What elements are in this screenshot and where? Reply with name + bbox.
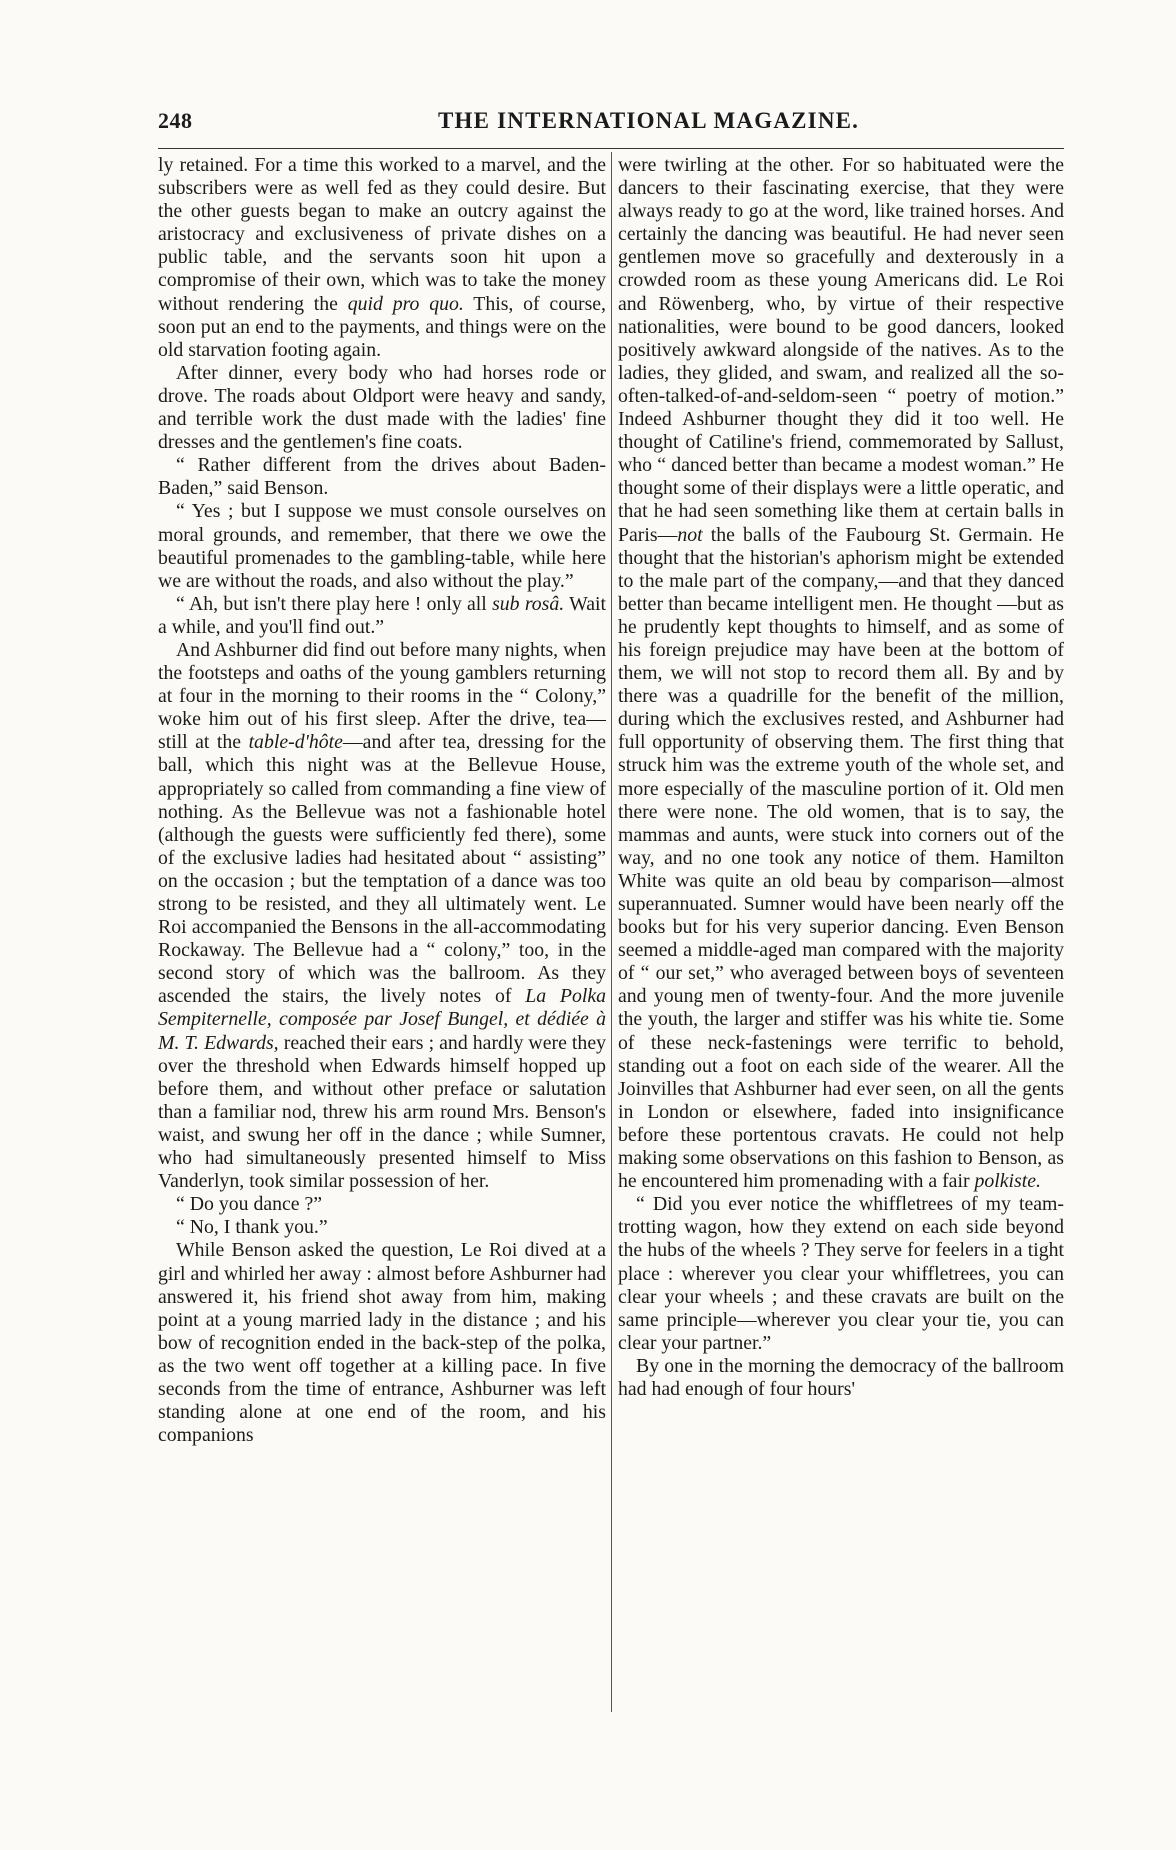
paragraph: “ Do you dance ?”	[176, 1193, 323, 1216]
column-divider	[611, 152, 612, 1712]
paragraph: “ Rather different from the drives about Baden-Baden,” said Benson.	[158, 454, 606, 500]
running-title: THE INTERNATIONAL MAGAZINE.	[438, 108, 860, 133]
paragraph: “ Ah, but isn't there play here ! only all sub rosâ. Wait a while, and you'll find out.”	[158, 592, 606, 638]
page-header	[158, 108, 1064, 149]
page-number: 248	[158, 108, 193, 133]
paragraph: While Benson asked the question, Le Roi dived at a girl and whirled her away : almost before Ashburner had answered it, his friend shot away from him, making point at a young married lady in the distance ; and his bow of recognition ended in the back-step of the polka, as the two went off together at a killing pace. In five seconds from the time of entrance, Ashburner was left standing alone at one end of the room, and his companions	[158, 1239, 606, 1447]
paragraph: After dinner, every body who had horses rode or drove. The roads about Oldport were heavy and sandy, and terrible work the dust made with the ladies' fine dresses and the gentlemen's fine coats.	[158, 361, 606, 454]
paragraph: By one in the morning the democracy of the ballroom had had enough of four hours'	[618, 1354, 1064, 1400]
paragraph: “ No, I thank you.”	[176, 1216, 328, 1239]
paragraph: And Ashburner did find out before many nights, when the footsteps and oaths of the young gamblers returning at four in the morning to their rooms in the “ Colony,” woke him out of his first sleep. After the drive, tea—still at the table-d'hôte—and after tea, dressing for the ball, which this night was at the Bellevue House, appropriately so called from commanding a fine view of nothing. As the Bellevue was not a fashionable hotel (although the guests were sufficiently fed there), some of the exclusive ladies had hesitated about “ assisting” on the occasion ; but the temptation of a dance was too strong to be resisted, and they all ultimately went. Le Roi accompanied the Bensons in the all-accommodating Rockaway. The Bellevue had a “ colony,” too, in the second story of which was the ballroom. As they ascended the stairs, the lively notes of La Polka Sempiternelle, composée par Josef Bungel, et dédiée à M. T. Edwards, reached their ears ; and hardly were they over the threshold when Edwards himself hopped up before them, and without other preface or salutation than a familiar nod, threw his arm round Mrs. Benson's waist, and swung her off in the dance ; while Sumner, who had simultaneously presented himself to Miss Vanderlyn, took similar possession of her.	[158, 638, 606, 1193]
left-column	[158, 154, 606, 1714]
paragraph: were twirling at the other. For so habituated were the dancers to their fascinating exercise, that they were always ready to go at the word, like trained horses. And certainly the dancing was beautiful. He had never seen gentlemen move so gracefully and dexterously in a crowded room as these young Americans did. Le Roi and Röwenberg, who, by virtue of their respective nationalities, were bound to be good dancers, looked positively awkward alongside of the natives. As to the ladies, they glided, and swam, and realized all the so-often-talked-of-and-seldom-seen “ poetry of motion.” Indeed Ashburner thought they did it too well. He thought of Catiline's friend, commemorated by Sallust, who “ danced better than became a modest woman.” He thought some of their displays were a little operatic, and that he had seen something like them at certain balls in Paris—not the balls of the Faubourg St. Germain. He thought that the historian's aphorism might be extended to the male part of the company,—and that they danced better than became intelligent men. He thought —but as he prudently kept thoughts to himself, and as some of his foreign prejudice may have been at the bottom of them, we will not stop to record them all. By and by there was a quadrille for the benefit of the million, during which the exclusives rested, and Ashburner had full opportunity of observing them. The first thing that struck him was the extreme youth of the whole set, and more especially of the masculine portion of it. Old men there were none. The old women, that is to say, the mammas and aunts, were stuck into corners out of the way, and no one took any notice of them. Hamilton White was quite an old beau by comparison—almost superannuated. Sumner would have been nearly off the books but for his very superior dancing. Even Benson seemed a middle-aged man compared with the majority of “ our set,” who averaged between boys of seventeen and young men of twenty-four. And the more juvenile the youth, the larger and stiffer was his white tie. Some of these neck-fastenings were terrific to behold, standing out a foot on each side of the wearer. All the Joinvilles that Ashburner had ever seen, on all the gents in London or elsewhere, faded into insignificance before these portentous cravats. He could not help making some observations on this fashion to Benson, as he encountered him promenading with a fair polkiste.	[618, 154, 1064, 1193]
paragraph: “ Yes ; but I suppose we must console ourselves on moral grounds, and remember, that there we owe the beautiful promenades to the gambling-table, while here we are without the roads, and also without the play.”	[158, 500, 606, 592]
right-column	[618, 154, 1064, 1714]
paragraph: “ Did you ever notice the whiffletrees of my team-trotting wagon, how they extend on each side beyond the hubs of the wheels ? They serve for feelers in a tight place : wherever you clear your whiffletrees, you can clear your wheels ; and these cravats are built on the same principle—wherever you clear your tie, you can clear your partner.”	[618, 1193, 1064, 1354]
paragraph: ly retained. For a time this worked to a marvel, and the subscribers were as well fed as they could desire. But the other guests began to make an outcry against the aristocracy and exclusiveness of private dishes on a public table, and the servants soon hit upon a compromise of their own, which was to take the money without rendering the quid pro quo. This, of course, soon put an end to the payments, and things were on the old starvation footing again.	[158, 154, 606, 361]
